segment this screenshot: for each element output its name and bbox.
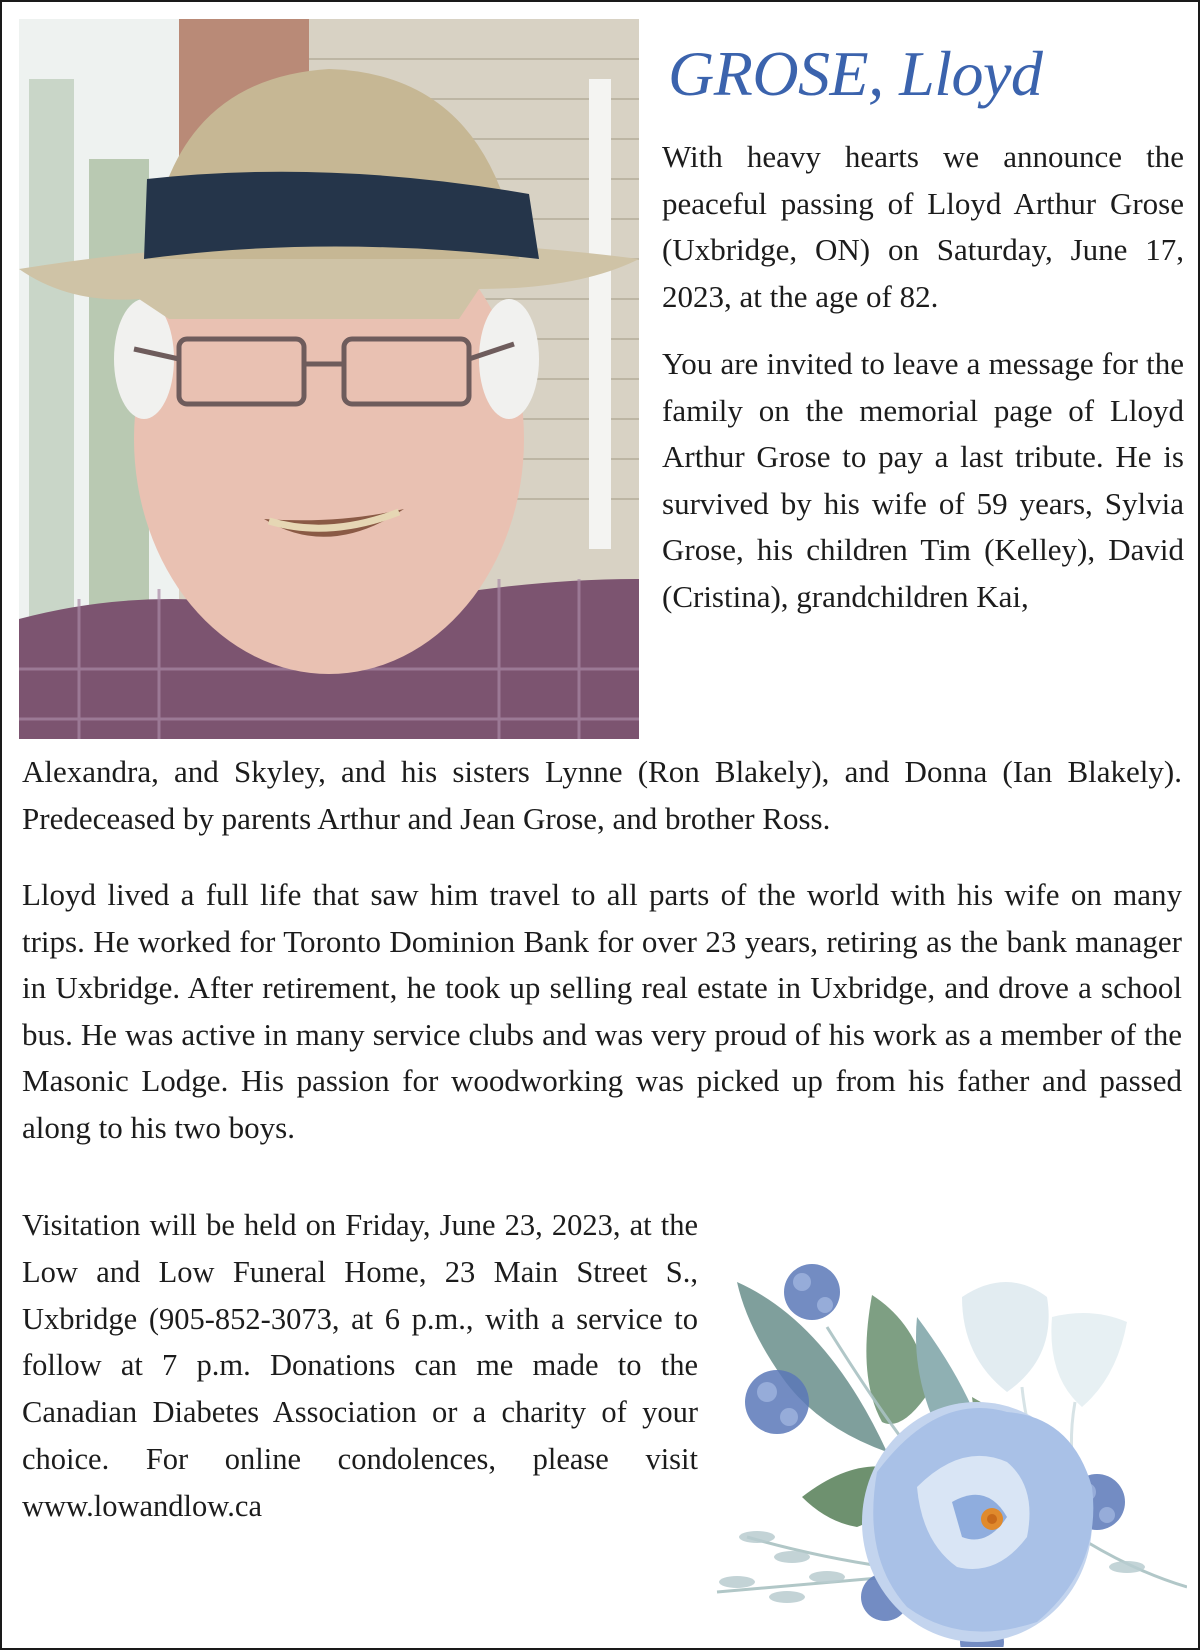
biography-paragraph: Lloyd lived a full life that saw him travel to all parts of the world with his wife on many trips. He worked for Toronto Dominion Bank for over 23 years, retiring as the bank manager in Uxbridge. After retirement, he took up selling real estate in Uxbridge, and drove a school bus. He was active in many service clubs and was very proud of his work as a member of the Masonic Lodge. His passion for woodworking was picked up from his father and passed along to his two boys.: [22, 877, 1182, 1145]
portrait-photo: [19, 19, 639, 739]
announcement-paragraph: With heavy hearts we announce the peaceful passing of Lloyd Arthur Grose (Uxbridge, ON) on Saturday, June 17, 2023, at the age of 82.: [662, 139, 1184, 314]
deceased-name-title: GROSE, Lloyd: [668, 38, 1043, 109]
visitation-paragraph: Visitation will be held on Friday, June 23, 2023, at the Low and Low Funeral Home, 23 Main Street S., Uxbridge (905-852-3073, at 6 p.m., with a service to follow at 7 p.m. Donations can me made to the Canadian Diabetes Association or a charity of your choice. For online condolences, please visit www.lowandlow.ca: [22, 1208, 698, 1523]
biography-section: [22, 872, 1182, 1151]
visitation-section: [22, 1202, 698, 1530]
intro-column: [662, 28, 1184, 620]
portrait-image: [19, 19, 639, 739]
memorial-paragraph-bottom: Alexandra, and Skyley, and his sisters Lynne (Ron Blakely), and Donna (Ian Blakely). Predeceased by parents Arthur and Jean Grose, and brother Ross.: [22, 754, 1182, 836]
survivors-continuation: [22, 749, 1182, 842]
memorial-paragraph-top: You are invited to leave a message for the family on the memorial page of Lloyd Arthur Grose to pay a last tribute. He is survived by his wife of 59 years, Sylvia Grose, his children Tim (Kelley), David (Cristina), grandchildren Kai,: [662, 346, 1184, 614]
watercolor-flower-icon: [707, 1227, 1187, 1647]
